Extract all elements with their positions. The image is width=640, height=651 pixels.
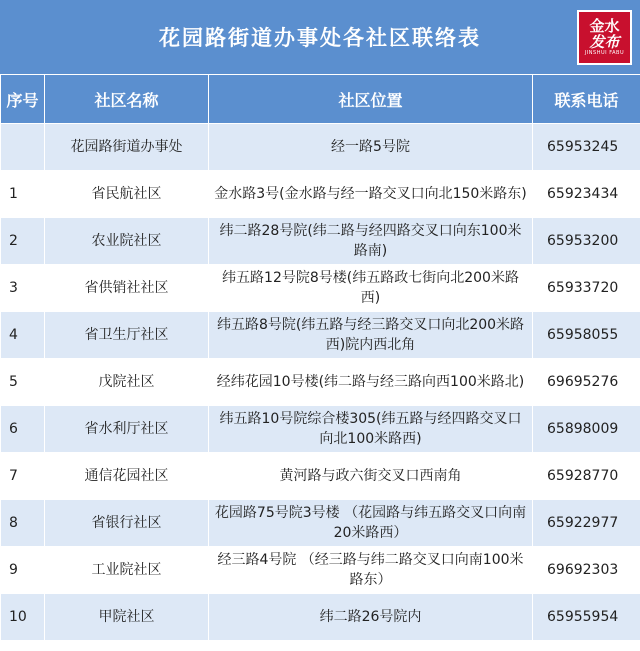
cell-location: 纬二路28号院(纬二路与经四路交叉口向东100米路南) (209, 218, 533, 265)
cell-seq (1, 124, 45, 171)
cell-seq: 6 (1, 406, 45, 453)
cell-location: 经三路4号院 （经三路与纬二路交叉口向南100米路东） (209, 547, 533, 594)
cell-name: 省民航社区 (45, 171, 209, 218)
cell-phone: 65933720 (533, 265, 640, 312)
table-row (1, 453, 640, 500)
table-row (1, 265, 640, 312)
cell-name: 通信花园社区 (45, 453, 209, 500)
table-row (1, 359, 640, 406)
cell-seq: 1 (1, 171, 45, 218)
cell-location: 金水路3号(金水路与经一路交叉口向北150米路东) (209, 171, 533, 218)
table-header-row (1, 75, 640, 124)
table-row (1, 406, 640, 453)
cell-name: 戊院社区 (45, 359, 209, 406)
cell-phone: 69695276 (533, 359, 640, 406)
table-row (1, 594, 640, 641)
cell-location: 纬五路10号院综合楼305(纬五路与经四路交叉口向北100米路西) (209, 406, 533, 453)
cell-phone: 65953200 (533, 218, 640, 265)
header-location: 社区位置 (209, 75, 533, 124)
cell-seq: 5 (1, 359, 45, 406)
table-row (1, 547, 640, 594)
cell-name: 省银行社区 (45, 500, 209, 547)
cell-name: 省供销社社区 (45, 265, 209, 312)
table-row (1, 124, 640, 171)
cell-location: 经纬花园10号楼(纬二路与经三路向西100米路北) (209, 359, 533, 406)
cell-name: 农业院社区 (45, 218, 209, 265)
cell-phone: 65922977 (533, 500, 640, 547)
header-phone: 联系电话 (533, 75, 640, 124)
cell-location: 纬二路26号院内 (209, 594, 533, 641)
cell-seq: 3 (1, 265, 45, 312)
table-row (1, 171, 640, 218)
cell-seq: 2 (1, 218, 45, 265)
page-title: 花园路街道办事处各社区联络表 (159, 26, 481, 50)
table-row (1, 218, 640, 265)
cell-phone: 65958055 (533, 312, 640, 359)
header-name: 社区名称 (45, 75, 209, 124)
cell-phone: 65928770 (533, 453, 640, 500)
cell-location: 花园路75号院3号楼 （花园路与纬五路交叉口向南20米路西） (209, 500, 533, 547)
cell-phone: 65923434 (533, 171, 640, 218)
cell-phone: 65955954 (533, 594, 640, 641)
header-seq: 序号 (1, 75, 45, 124)
cell-name: 甲院社区 (45, 594, 209, 641)
cell-phone: 69692303 (533, 547, 640, 594)
cell-phone: 65953245 (533, 124, 640, 171)
table-row (1, 312, 640, 359)
logo-line3: JINSHUI FABU (584, 50, 625, 56)
cell-location: 黄河路与政六街交叉口西南角 (209, 453, 533, 500)
cell-phone: 65898009 (533, 406, 640, 453)
table-row (1, 500, 640, 547)
cell-name: 省水利厅社区 (45, 406, 209, 453)
cell-seq: 7 (1, 453, 45, 500)
jinshui-fabu-logo (577, 10, 632, 65)
cell-name: 花园路街道办事处 (45, 124, 209, 171)
cell-location: 纬五路12号院8号楼(纬五路政七街向北200米路西) (209, 265, 533, 312)
cell-location: 经一路5号院 (209, 124, 533, 171)
cell-seq: 4 (1, 312, 45, 359)
cell-name: 工业院社区 (45, 547, 209, 594)
cell-seq: 10 (1, 594, 45, 641)
table-body (1, 124, 640, 641)
title-bar (0, 0, 640, 74)
cell-seq: 8 (1, 500, 45, 547)
logo-line2: 发布 (589, 33, 620, 51)
cell-seq: 9 (1, 547, 45, 594)
contact-table (0, 74, 640, 641)
cell-location: 纬五路8号院(纬五路与经三路交叉口向北200米路西)院内西北角 (209, 312, 533, 359)
logo-line1: 金水 (589, 17, 620, 35)
cell-name: 省卫生厅社区 (45, 312, 209, 359)
